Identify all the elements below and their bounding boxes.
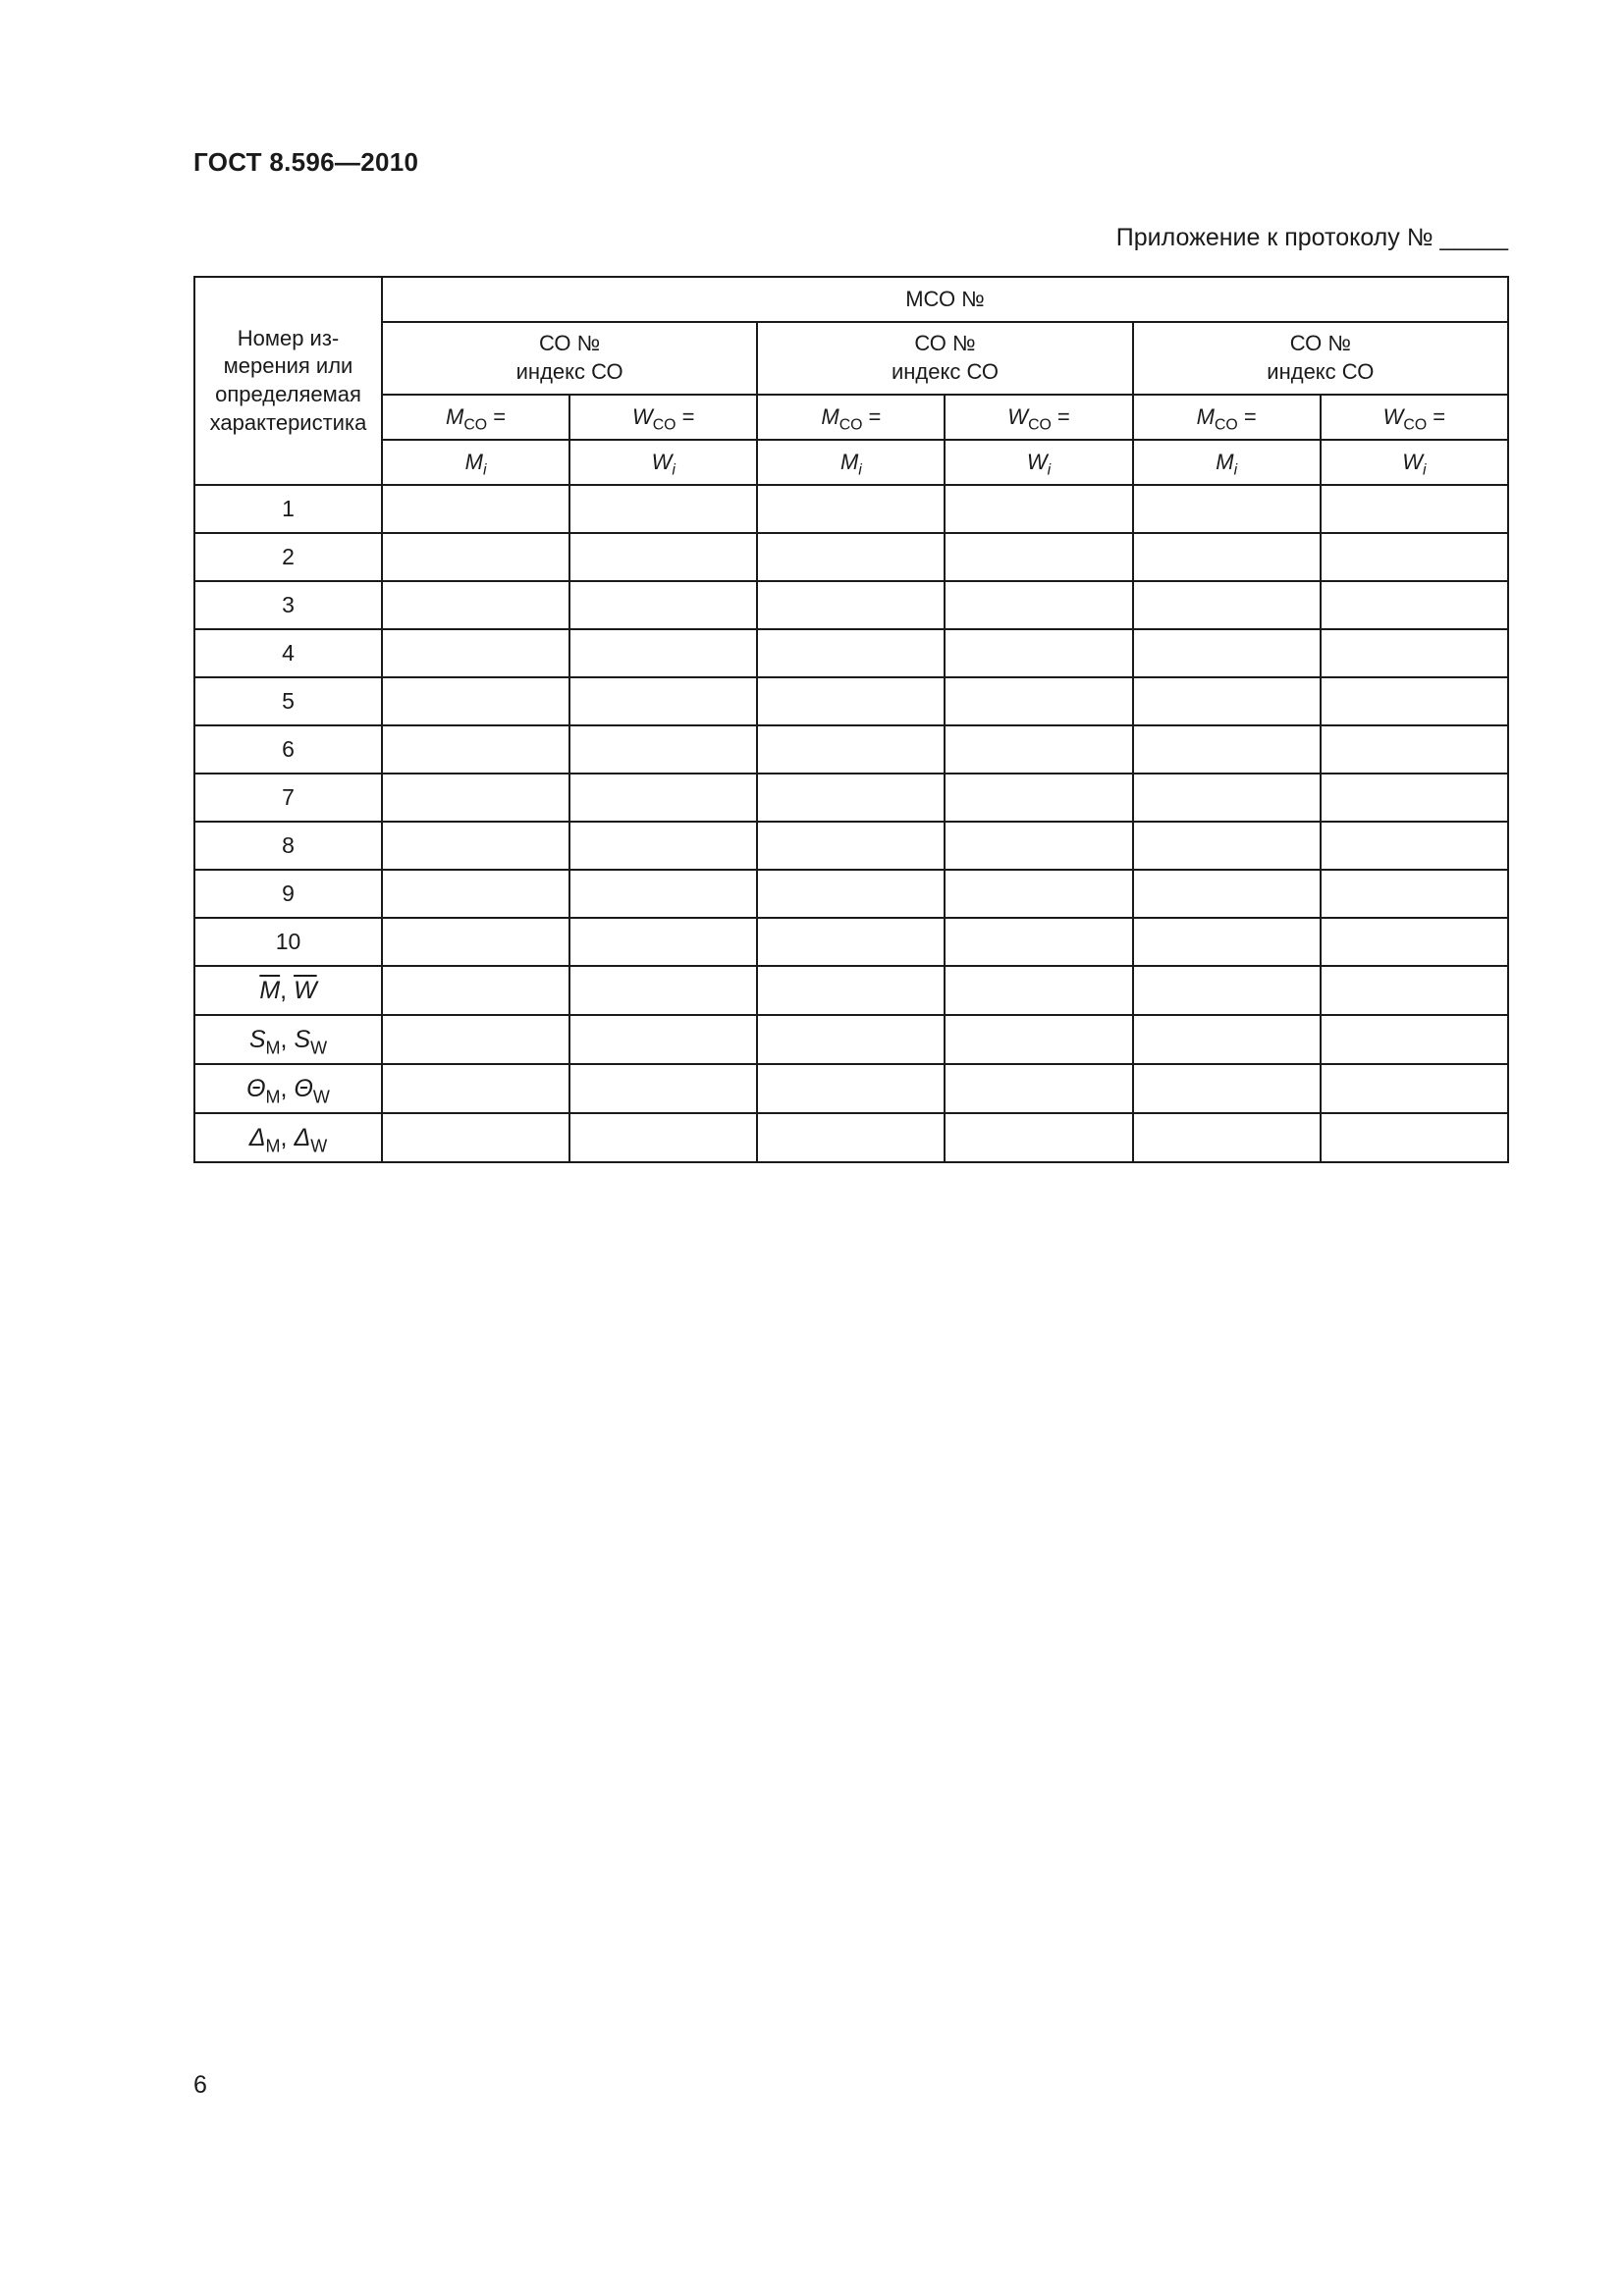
entry-cell[interactable] (382, 485, 569, 533)
index-letter: i (1047, 461, 1052, 479)
statistic-label (194, 966, 382, 1015)
entry-cell[interactable] (945, 966, 1132, 1015)
fraction-i-header (1321, 440, 1508, 485)
subscript (1423, 461, 1427, 478)
entry-cell[interactable] (945, 677, 1132, 725)
entry-cell[interactable] (569, 822, 757, 870)
co-index-label: индекс СО (1267, 359, 1375, 384)
mass-co-header (382, 395, 569, 440)
entry-cell[interactable] (1321, 1015, 1508, 1064)
symbol: W (651, 449, 673, 474)
row-label: 8 (194, 822, 382, 870)
symbol: M (464, 449, 483, 474)
row-label: 7 (194, 774, 382, 822)
header-line: определяемая (215, 382, 361, 406)
entry-cell[interactable] (757, 1015, 945, 1064)
equals-sign: = (1237, 403, 1257, 429)
row-label: 4 (194, 629, 382, 677)
mco-header: МСО № (382, 277, 1508, 322)
symbol: $\overline{M}$ (259, 976, 281, 1004)
subscript: CO (463, 416, 488, 434)
entry-cell[interactable] (757, 918, 945, 966)
row-label: 3 (194, 581, 382, 629)
entry-cell[interactable] (1321, 966, 1508, 1015)
table-row (194, 774, 1508, 822)
entry-cell[interactable] (569, 533, 757, 581)
co-group-header (382, 322, 757, 395)
document-code: ГОСТ 8.596—2010 (193, 147, 419, 177)
subscript (1234, 461, 1238, 478)
entry-cell[interactable] (757, 485, 945, 533)
entry-cell[interactable] (1133, 629, 1321, 677)
row-label: 5 (194, 677, 382, 725)
entry-cell[interactable] (1321, 918, 1508, 966)
table-row (194, 581, 1508, 629)
entry-cell[interactable] (382, 870, 569, 918)
entry-cell[interactable] (382, 581, 569, 629)
subscript (858, 461, 862, 478)
subscript: M (265, 1087, 281, 1107)
table-row (194, 725, 1508, 774)
equals-sign: = (862, 403, 882, 429)
co-number-label: СО № (914, 331, 976, 356)
entry-cell[interactable] (1321, 485, 1508, 533)
symbol: $\overline{W}$ (294, 976, 317, 1004)
index-letter: i (858, 461, 862, 479)
table-row (194, 918, 1508, 966)
index-letter: i (1423, 461, 1427, 479)
entry-cell[interactable] (1321, 725, 1508, 774)
header-line: мерения или (223, 353, 353, 379)
co-number-label: СО № (1289, 331, 1351, 356)
symbol: M (1196, 403, 1215, 429)
table-row (194, 677, 1508, 725)
entry-cell[interactable] (945, 822, 1132, 870)
entry-cell[interactable] (757, 581, 945, 629)
symbol: W (1382, 403, 1404, 429)
equals-sign: = (1427, 403, 1446, 429)
subscript (483, 461, 487, 478)
statistic-row (194, 1015, 1508, 1064)
entry-cell[interactable] (1321, 1113, 1508, 1162)
entry-cell[interactable] (1133, 774, 1321, 822)
row-label: 1 (194, 485, 382, 533)
entry-cell[interactable] (569, 725, 757, 774)
entry-cell[interactable] (569, 774, 757, 822)
equals-sign: = (676, 403, 695, 429)
header-line: Номер из- (237, 325, 340, 350)
symbol: Δ (248, 1123, 266, 1151)
entry-cell[interactable] (1321, 581, 1508, 629)
entry-cell[interactable] (382, 966, 569, 1015)
statistic-row (194, 1113, 1508, 1162)
subscript: CO (1215, 416, 1238, 434)
entry-cell[interactable] (1321, 822, 1508, 870)
entry-cell[interactable] (382, 822, 569, 870)
table-row (194, 485, 1508, 533)
subscript: CO (839, 416, 863, 434)
index-letter: i (482, 461, 487, 479)
co-index-label: индекс СО (515, 359, 623, 384)
entry-cell[interactable] (1133, 677, 1321, 725)
entry-cell[interactable] (757, 533, 945, 581)
entry-cell[interactable] (569, 870, 757, 918)
entry-cell[interactable] (569, 1015, 757, 1064)
entry-cell[interactable] (757, 774, 945, 822)
symbol: M (446, 403, 464, 429)
entry-cell[interactable] (1133, 725, 1321, 774)
separator: , (280, 976, 295, 1004)
fraction-co-header (945, 395, 1132, 440)
symbol: Θ (294, 1074, 313, 1102)
entry-cell[interactable] (945, 1015, 1132, 1064)
fraction-co-header (569, 395, 757, 440)
entry-cell[interactable] (569, 918, 757, 966)
entry-cell[interactable] (945, 1113, 1132, 1162)
entry-cell[interactable] (945, 918, 1132, 966)
fraction-i-header (945, 440, 1132, 485)
statistic-label (194, 1015, 382, 1064)
entry-cell[interactable] (1133, 822, 1321, 870)
entry-cell[interactable] (1321, 774, 1508, 822)
measurement-number-header (194, 277, 382, 485)
co-group-header (757, 322, 1132, 395)
entry-cell[interactable] (569, 485, 757, 533)
row-label: 2 (194, 533, 382, 581)
subscript: M (265, 1038, 281, 1058)
header-line: характеристика (209, 409, 367, 435)
entry-cell[interactable] (1321, 677, 1508, 725)
entry-cell[interactable] (1133, 918, 1321, 966)
fraction-i-header (569, 440, 757, 485)
entry-cell[interactable] (757, 1064, 945, 1113)
co-group-header (1133, 322, 1508, 395)
entry-cell[interactable] (1133, 1064, 1321, 1113)
entry-cell[interactable] (757, 1113, 945, 1162)
index-letter: i (1233, 461, 1238, 479)
entry-cell[interactable] (1133, 533, 1321, 581)
co-number-label: СО № (539, 331, 601, 356)
entry-cell[interactable] (757, 629, 945, 677)
symbol: S (248, 1025, 266, 1053)
mass-co-header (757, 395, 945, 440)
statistic-row (194, 1064, 1508, 1113)
entry-cell[interactable] (1321, 629, 1508, 677)
index-letter: i (672, 461, 676, 479)
equals-sign: = (487, 403, 507, 429)
entry-cell[interactable] (945, 1064, 1132, 1113)
subscript: M (265, 1136, 281, 1156)
subscript (672, 461, 676, 478)
entry-cell[interactable] (1133, 966, 1321, 1015)
entry-cell[interactable] (569, 1113, 757, 1162)
entry-cell[interactable] (757, 870, 945, 918)
entry-cell[interactable] (1133, 581, 1321, 629)
entry-cell[interactable] (757, 822, 945, 870)
entry-cell[interactable] (945, 629, 1132, 677)
entry-cell[interactable] (757, 677, 945, 725)
symbol: M (821, 403, 839, 429)
row-label: 10 (194, 918, 382, 966)
mass-i-header (757, 440, 945, 485)
subscript: W (310, 1136, 328, 1156)
entry-cell[interactable] (382, 918, 569, 966)
symbol: W (1026, 449, 1048, 474)
symbol: W (1007, 403, 1029, 429)
entry-cell[interactable] (1321, 533, 1508, 581)
row-label: 9 (194, 870, 382, 918)
symbol: M (839, 449, 859, 474)
annex-label: Приложение к протоколу № _____ (1115, 224, 1508, 251)
page-number: 6 (193, 2071, 207, 2099)
separator: , (280, 1025, 295, 1053)
mass-co-header (1133, 395, 1321, 440)
entry-cell[interactable] (945, 485, 1132, 533)
entry-cell[interactable] (569, 966, 757, 1015)
entry-cell[interactable] (945, 870, 1132, 918)
subscript: CO (1403, 416, 1428, 434)
statistic-label (194, 1064, 382, 1113)
entry-cell[interactable] (382, 677, 569, 725)
co-index-label: индекс СО (891, 359, 999, 384)
symbol: W (1402, 449, 1423, 474)
entry-cell[interactable] (945, 774, 1132, 822)
entry-cell[interactable] (1321, 870, 1508, 918)
symbol: M (1216, 449, 1234, 474)
entry-cell[interactable] (382, 1064, 569, 1113)
statistic-row (194, 966, 1508, 1015)
entry-cell[interactable] (1133, 1113, 1321, 1162)
entry-cell[interactable] (382, 774, 569, 822)
entry-cell[interactable] (382, 1015, 569, 1064)
symbol: Θ (246, 1074, 266, 1102)
mass-i-header (1133, 440, 1321, 485)
entry-cell[interactable] (569, 677, 757, 725)
entry-cell[interactable] (382, 533, 569, 581)
entry-cell[interactable] (569, 1064, 757, 1113)
entry-cell[interactable] (945, 581, 1132, 629)
separator: , (280, 1123, 295, 1151)
subscript: W (310, 1038, 328, 1058)
symbol: Δ (294, 1123, 311, 1151)
subscript: CO (652, 416, 676, 434)
entry-cell[interactable] (569, 581, 757, 629)
entry-cell[interactable] (1133, 1015, 1321, 1064)
entry-cell[interactable] (757, 966, 945, 1015)
separator: , (280, 1074, 295, 1102)
subscript: W (312, 1087, 330, 1107)
entry-cell[interactable] (945, 533, 1132, 581)
fraction-co-header (1321, 395, 1508, 440)
entry-cell[interactable] (757, 725, 945, 774)
subscript: CO (1028, 416, 1052, 434)
entry-cell[interactable] (382, 1113, 569, 1162)
entry-cell[interactable] (1321, 1064, 1508, 1113)
mass-i-header (382, 440, 569, 485)
entry-cell[interactable] (382, 629, 569, 677)
table-row (194, 870, 1508, 918)
subscript (1048, 461, 1052, 478)
table-row (194, 822, 1508, 870)
entry-cell[interactable] (1133, 485, 1321, 533)
symbol: S (294, 1025, 311, 1053)
equals-sign: = (1051, 403, 1070, 429)
table-row (194, 629, 1508, 677)
entry-cell[interactable] (569, 629, 757, 677)
row-label: 6 (194, 725, 382, 774)
protocol-table (193, 276, 1509, 1163)
entry-cell[interactable] (1133, 870, 1321, 918)
entry-cell[interactable] (945, 725, 1132, 774)
statistic-label (194, 1113, 382, 1162)
entry-cell[interactable] (382, 725, 569, 774)
symbol: W (631, 403, 653, 429)
table-row (194, 533, 1508, 581)
